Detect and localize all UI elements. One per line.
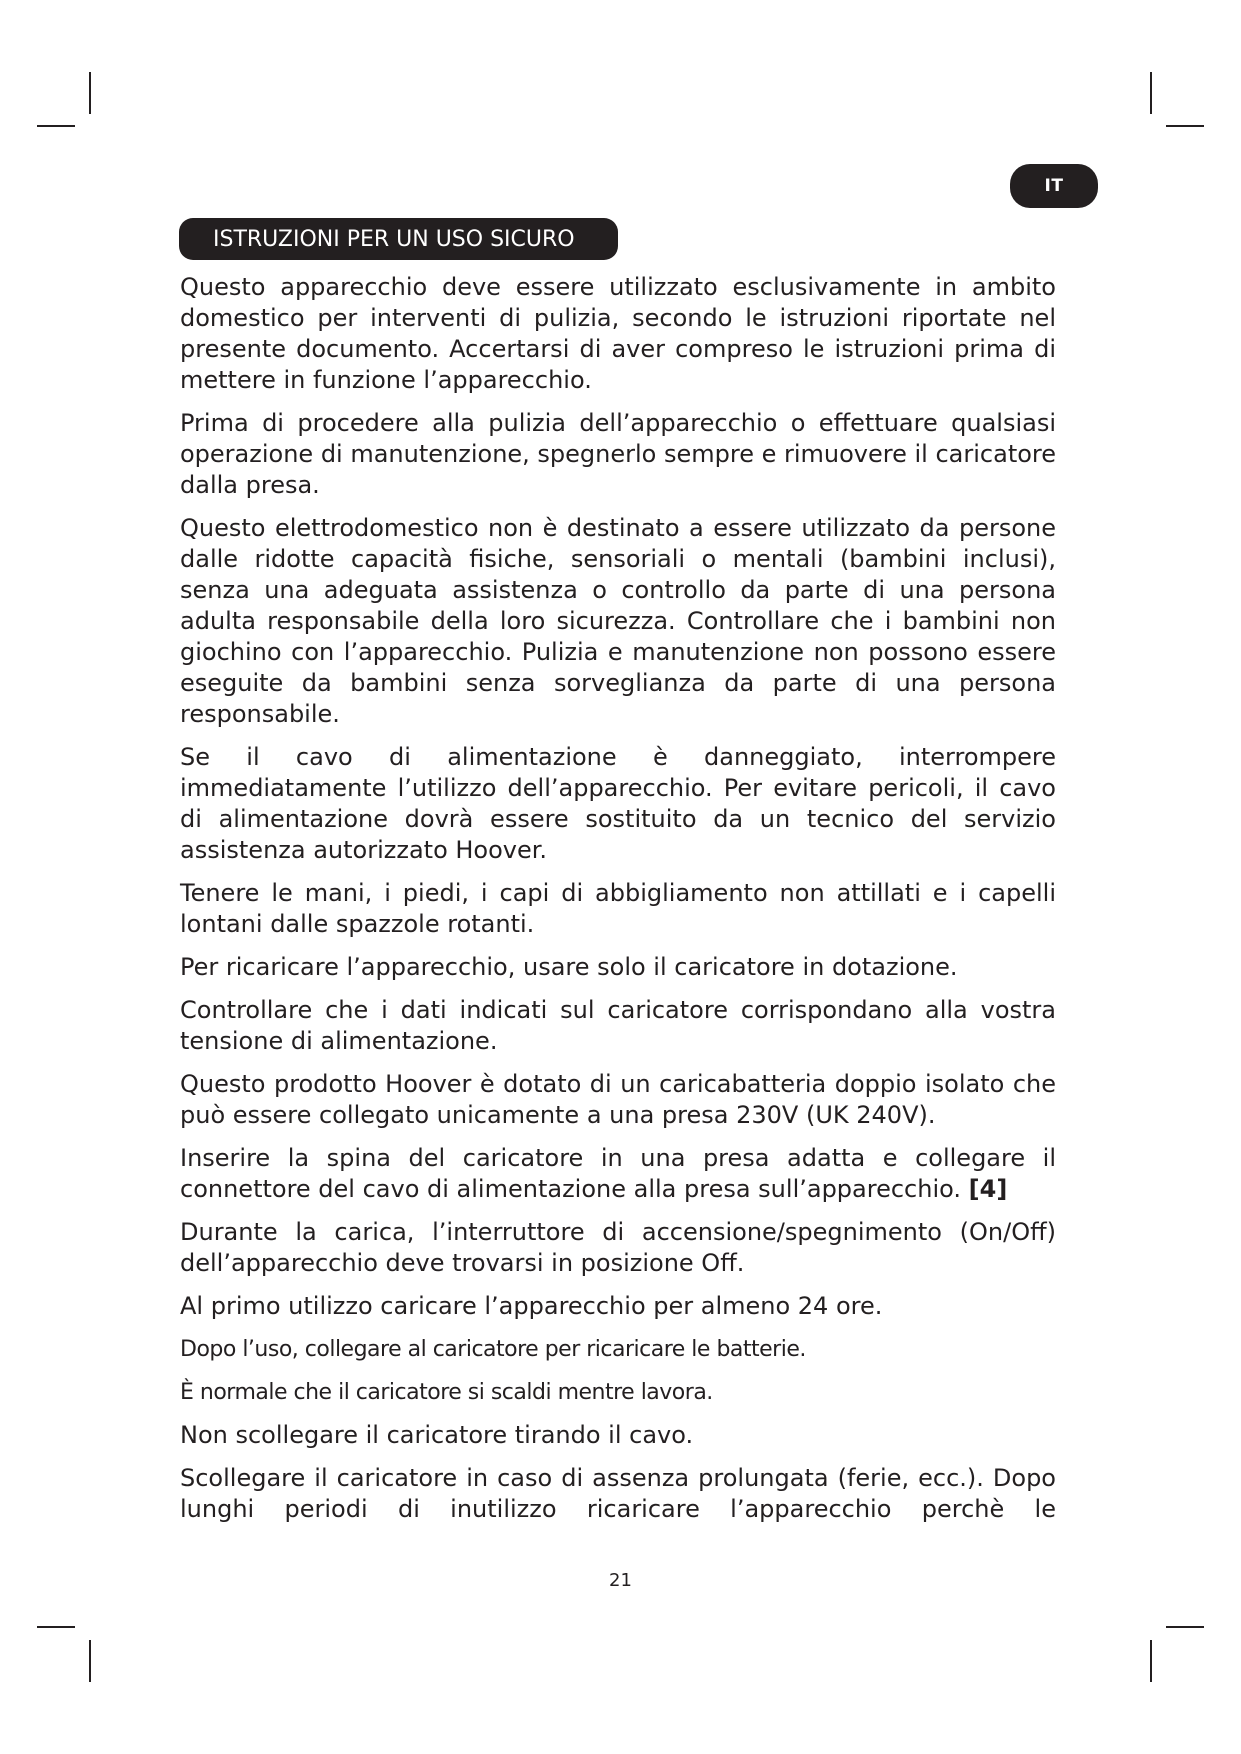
paragraph-charger-warm: È normale che il caricatore si scaldi mentre lavora. <box>180 1380 713 1405</box>
crop-mark-bottom-left-vertical <box>89 1640 91 1682</box>
document-body <box>180 272 1056 1537</box>
paragraph-long-absence: Scollegare il caricatore in caso di assenza prolungata (ferie, ecc.). Dopo lunghi periodi di inutilizzo ricaricare l’apparecchio perchè le <box>180 1464 1056 1523</box>
paragraph-cleaning-maintenance: Prima di procedere alla pulizia dell’apparecchio o effettuare qualsiasi operazione di manutenzione, spegnerlo sempre e rimuovere il caricatore dalla presa. <box>180 409 1057 499</box>
language-badge: IT <box>1010 164 1098 208</box>
paragraph-supplied-charger: Per ricaricare l’apparecchio, usare solo il caricatore in dotazione. <box>180 953 958 981</box>
crop-mark-top-right-horizontal <box>1166 125 1204 127</box>
page-number: 21 <box>609 1570 632 1591</box>
paragraph-voltage-check: Controllare che i dati indicati sul caricatore corrispondano alla vostra tensione di alimentazione. <box>180 996 1056 1055</box>
crop-mark-bottom-left-horizontal <box>37 1626 75 1628</box>
paragraph-children-safety: Questo elettrodomestico non è destinato a essere utilizzato da persone dalle ridotte capacità fisiche, sensoriali o mentali (bambini inclusi), senza una adeguata assistenza o controllo da parte di una persona adulta responsabile della loro sicurezza. Controllare che i bambini non giochino con l’apparecchio. Pulizia e manutenzione non possono essere eseguite da bambini senza sorveglianza da parte di una persona responsabile. <box>180 514 1056 728</box>
paragraph-unplug-cable: Non scollegare il caricatore tirando il cavo. <box>180 1421 694 1449</box>
paragraph-after-use: Dopo l’uso, collegare al caricatore per ricaricare le batterie. <box>180 1337 806 1362</box>
crop-mark-bottom-right-horizontal <box>1166 1626 1204 1628</box>
paragraph-plug-in-text: Inserire la spina del caricatore in una presa adatta e collegare il connettore del cavo di alimentazione alla presa sull’apparecchio. <box>180 1144 1056 1203</box>
paragraph-first-charge: Al primo utilizzo caricare l’apparecchio per almeno 24 ore. <box>180 1292 883 1320</box>
paragraph-intended-use: Questo apparecchio deve essere utilizzato esclusivamente in ambito domestico per interventi di pulizia, secondo le istruzioni riportate nel presente documento. Accertarsi di aver compreso le istruzioni prima di mettere in funzione l’apparecchio. <box>180 273 1056 394</box>
crop-mark-top-left-vertical <box>89 72 91 114</box>
paragraph-rotating-brushes: Tenere le mani, i piedi, i capi di abbigliamento non attillati e i capelli lontani dalle spazzole rotanti. <box>180 879 1056 938</box>
figure-reference: [4] <box>968 1175 1008 1203</box>
crop-mark-bottom-right-vertical <box>1150 1640 1152 1682</box>
paragraph-double-insulated: Questo prodotto Hoover è dotato di un caricabatteria doppio isolato che può essere collegato unicamente a una presa 230V (UK 240V). <box>180 1070 1056 1129</box>
crop-mark-top-left-horizontal <box>37 125 75 127</box>
paragraph-switch-off: Durante la carica, l’interruttore di accensione/spegnimento (On/Off) dell’apparecchio deve trovarsi in posizione Off. <box>180 1218 1056 1277</box>
crop-mark-top-right-vertical <box>1150 72 1152 114</box>
paragraph-plug-in <box>180 1143 1056 1205</box>
paragraph-damaged-cable: Se il cavo di alimentazione è danneggiato, interrompere immediatamente l’utilizzo dell’apparecchio. Per evitare pericoli, il cavo di alimentazione dovrà essere sostituito da un tecnico del servizio assistenza autorizzato Hoover. <box>180 743 1056 864</box>
section-title: ISTRUZIONI PER UN USO SICURO <box>179 218 618 260</box>
